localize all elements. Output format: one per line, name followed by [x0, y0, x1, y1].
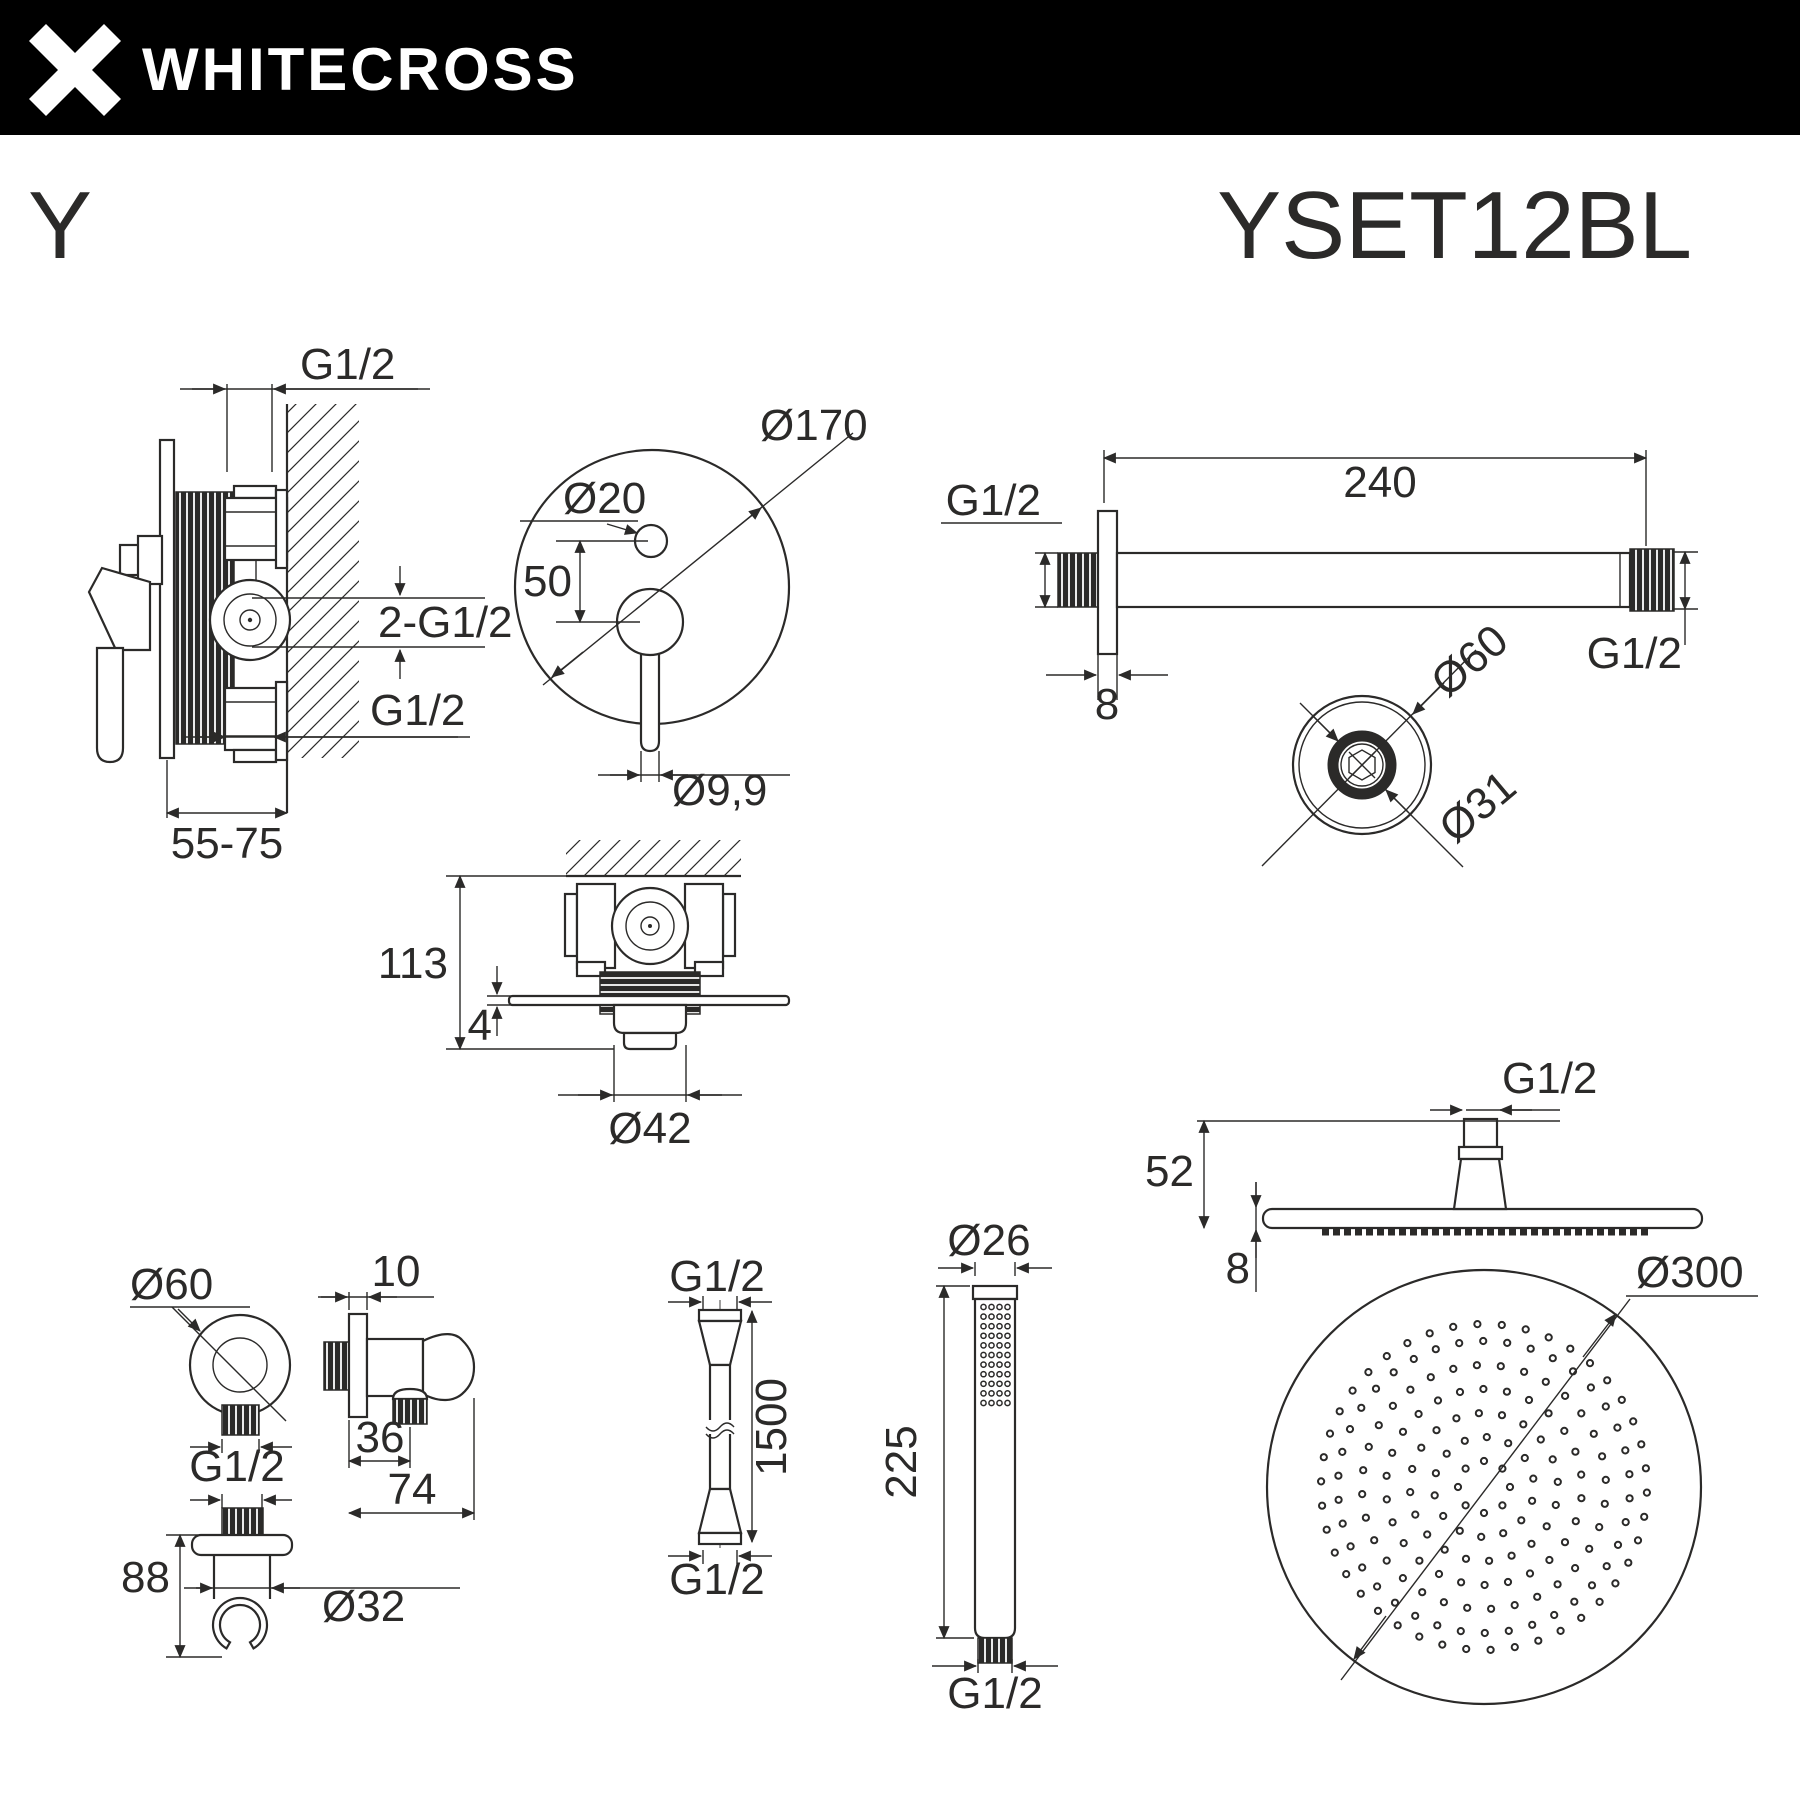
dim-hose-thread-top: G1/2 — [669, 1252, 765, 1301]
header — [0, 0, 1800, 135]
drawing-head-top-view — [1267, 1248, 1758, 1704]
dim-handshower-thread: G1/2 — [947, 1669, 1043, 1718]
dim-arm-nut-diameter: Ø31 — [1430, 761, 1526, 853]
dim-plate-diameter: Ø170 — [760, 401, 868, 450]
dim-head-height: 52 — [1145, 1147, 1194, 1196]
dim-holder-height: 88 — [121, 1553, 170, 1602]
drawing-mixer-section-view — [378, 840, 789, 1153]
dim-head-thread: G1/2 — [1502, 1054, 1598, 1103]
dim-lever-diameter: Ø9,9 — [672, 766, 768, 815]
dim-handshower-length: 225 — [877, 1425, 926, 1499]
dim-holder-depth: 74 — [387, 1465, 437, 1514]
dim-collar-diameter: Ø42 — [608, 1104, 692, 1153]
dim-head-diameter: Ø300 — [1636, 1248, 1744, 1297]
dim-mixer-thread-pair: 2-G1/2 — [378, 598, 513, 647]
dim-mixer-thread-bottom: G1/2 — [370, 686, 466, 735]
dim-arm-flange-thickness: 8 — [1094, 680, 1120, 729]
drawing-ceiling-arm — [941, 450, 1698, 867]
dim-arm-thread-end: G1/2 — [1586, 629, 1682, 678]
dim-body-height: 113 — [377, 939, 448, 988]
dim-wall-plate-thickness: 10 — [371, 1247, 421, 1296]
dim-escutcheon-diameter: Ø60 — [130, 1260, 214, 1309]
dim-arm-thread-wall: G1/2 — [945, 476, 1041, 525]
drawing-mixer-side-view — [89, 340, 513, 868]
series-label: Y — [28, 172, 93, 279]
mixer-lever — [89, 568, 150, 650]
dim-mixer-thread-top: G1/2 — [300, 340, 396, 389]
brand-name: WHITECROSS — [142, 36, 579, 103]
dim-hose-thread-bottom: G1/2 — [669, 1555, 765, 1604]
dim-arm-flange-diameter: Ø60 — [1422, 615, 1518, 707]
dim-outlet-offset: 36 — [355, 1413, 405, 1462]
model-label: YSET12BL — [1217, 172, 1692, 279]
drawing-handshower — [877, 1216, 1058, 1718]
drawing-head-side-view — [1145, 1054, 1702, 1293]
dim-head-thickness: 8 — [1225, 1244, 1250, 1293]
drawing-wall-outlet-side-view — [318, 1247, 474, 1520]
dim-plate-thickness: 4 — [467, 1001, 492, 1050]
dim-handshower-diameter: Ø26 — [947, 1216, 1031, 1265]
drawing-mixer-front-view — [515, 401, 868, 815]
drawing-hose — [668, 1252, 796, 1604]
dim-stem-diameter: Ø32 — [322, 1582, 406, 1631]
dim-arm-length: 240 — [1343, 458, 1417, 507]
dim-mixer-depth: 55-75 — [170, 819, 284, 868]
dim-outlet-thread: G1/2 — [189, 1442, 285, 1491]
dim-diverter-diameter: Ø20 — [563, 474, 647, 523]
dim-centers-spacing: 50 — [523, 557, 572, 606]
dim-hose-length: 1500 — [747, 1378, 796, 1476]
drawing-wall-outlet-front-view — [121, 1260, 460, 1657]
